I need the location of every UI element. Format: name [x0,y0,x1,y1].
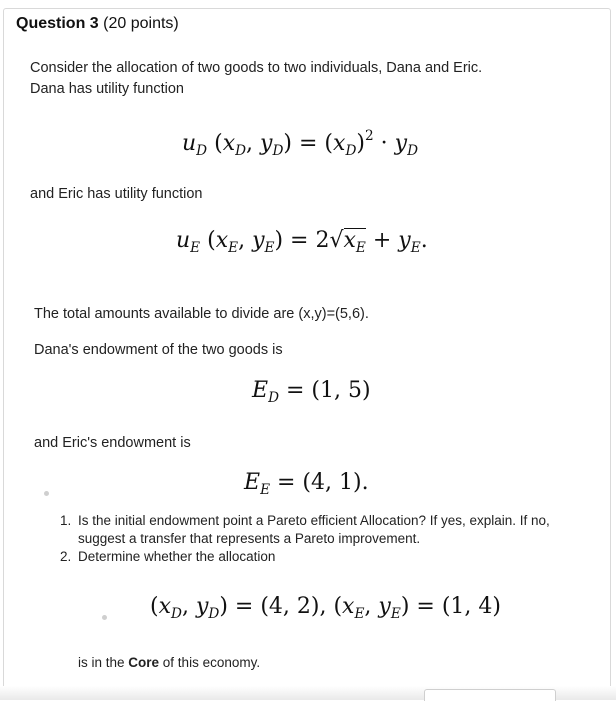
list-item: 2. Determine whether the allocation [60,549,276,564]
eric-utility-equation: $u_E$ ($x_E$, $y_E) = 2√x_E + y_E$. [176,228,428,256]
answer-box-edge [424,689,556,701]
task-list [60,512,570,566]
dana-endowment-equation: $E_D = (1$, 5) [252,378,371,406]
core-term: Core [128,655,160,670]
eric-endowment-intro: and Eric's endowment is [34,435,191,451]
bullet-dot-icon [102,615,107,620]
bottom-edge [0,686,616,700]
dana-utility-equation: $u_D$ ($x_D$, $y_D) = (x_D)^2 \cdot y_D$ [182,128,418,159]
allocation-equation: ($x_D$, $y_D) = (4$, 2), ($x_E$, $y_E) = (1$, 4) [150,594,501,622]
eric-utility-intro: and Eric has utility function [30,186,203,202]
task-text: Determine whether the allocation [78,549,276,564]
intro-line-2: Dana has utility function [30,81,184,97]
dana-endowment-intro: Dana's endowment of the two goods is [34,342,283,358]
core-sentence: is in the Core of this economy. [78,655,261,670]
eric-endowment-equation: $E_E = (4$, 1). [244,470,369,498]
question-label: Question 3 [16,15,99,32]
question-header [16,15,179,33]
task-text: Is the initial endowment point a Pareto efficient Allocation? If yes, explain. If no, suggest a transfer that represents a Pareto improvement. [78,513,550,546]
list-item: 1. Is the initial endowment point a Pareto efficient Allocation? If yes, explain. If no, suggest a transfer that represents a Pareto improvement. [60,512,570,548]
total-amounts-text: The total amounts available to divide are (x,y)=(5,6). [34,306,369,322]
points-label: (20 points) [103,15,179,32]
intro-line-1: Consider the allocation of two goods to two individuals, Dana and Eric. [30,60,483,76]
bullet-dot-icon [44,491,49,496]
